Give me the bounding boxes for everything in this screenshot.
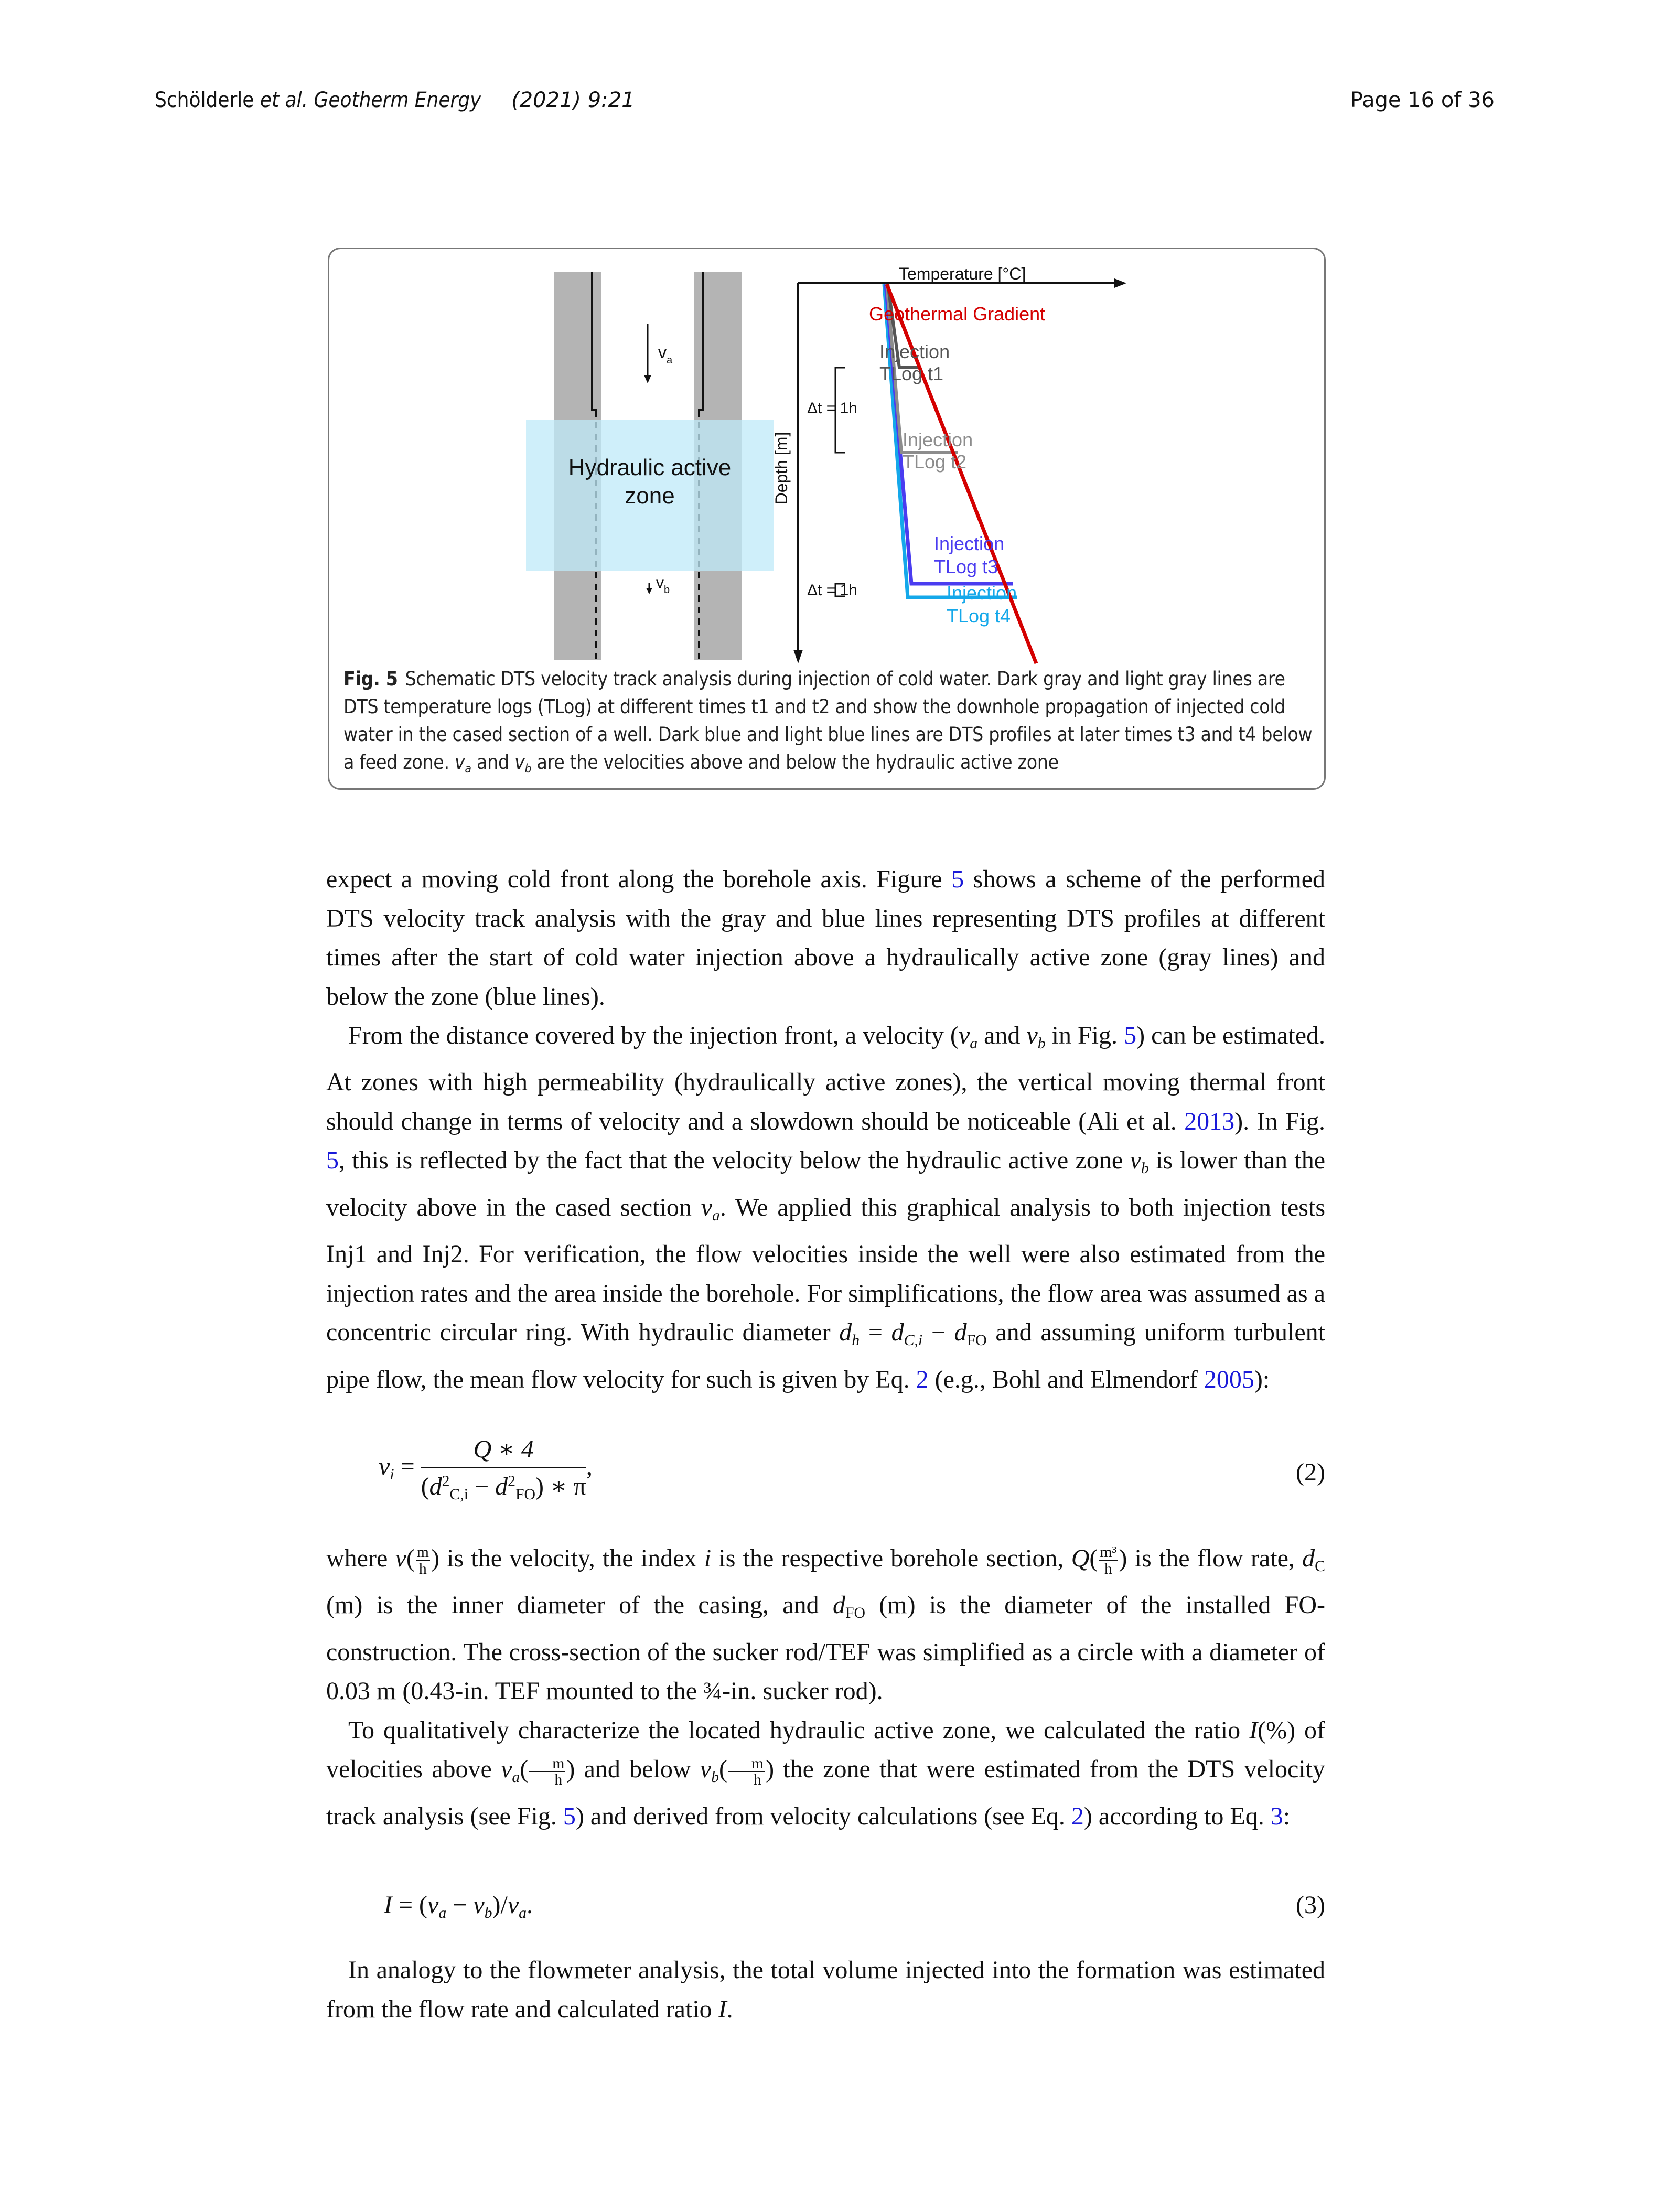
figure-5-link[interactable]: 5 (563, 1802, 576, 1830)
svg-text:vb: $v_b$ (656, 574, 670, 596)
figure-5-link[interactable]: 5 (951, 865, 964, 893)
equation-3: I = (va − vb)/va. (3) (384, 1891, 1325, 1921)
zone-label-line1: Hydraulic active (568, 455, 732, 480)
paragraph-4: To qualitatively characterize the located hydraulic active zone, we calculated the ratio I(%) of velocities above va( $\frac{m}{h}$ ) and below vb( $\frac{m}{h}$ ) the zone that were estimated from the DTS velocity track analysis (see Fig. 5) and derived from velocity calculations (see Eq. 2) according to Eq. 3: (326, 1716, 1326, 1830)
y-axis-arrow-icon (793, 650, 803, 663)
vb-label: v (656, 574, 664, 592)
caption-text: Schematic DTS velocity track analysis during injection of cold water. Dark gray and light gray lines are DTS temperature logs (TLog) at different times t1 and t2 and show the downhole propagation of injected cold water in the cased section of a well. Dark blue and light blue lines are DTS profiles at later times t3 and t4 below a feed zone. (343, 668, 1313, 774)
t3-label-line1: Injection (934, 533, 1005, 554)
figure-5-caption: Fig. 5 Schematic DTS velocity track analysis during injection of cold water. Dark gray and light gray lines are DTS temperature logs (TLog) at different times t1 and t2 and show the downhole propagation of injected cold water in the cased section of a well. Dark blue and light blue lines are DTS profiles at later times t3 and t4 below a feed zone. va and vb are the velocities above and below the hydraulic active zone (343, 668, 1313, 776)
running-header-authors (155, 88, 481, 112)
equation-2-link[interactable]: 2 (916, 1365, 929, 1393)
equation-2: vi = $\frac{Q ∗ 4}{(d^2_{C,i} - d^2_{FO}) ∗ \pi}$ , (2) (379, 1435, 1325, 1503)
t4-label-line2: TLog t4 (947, 605, 1011, 627)
dt-upper-label: Δt = 1h (807, 400, 857, 417)
header-citation: (2021) 9:21 (511, 88, 635, 112)
dt-lower-label: Δt = 1h (807, 582, 857, 599)
va-label: v (658, 343, 667, 362)
page-number: Page 16 of 36 (1350, 88, 1495, 112)
equation-2-number: (2) (1296, 1458, 1325, 1486)
figure-5-link[interactable]: 5 (1124, 1022, 1137, 1049)
paragraph-3: where v( $\frac{m}{h}$ ) is the velocity, the index i is the respective borehole section, Q( $\frac{\text{m³}}{h}$ ) is the flow rate, $d_C$ (m) is the inner diameter of the casing, and $d_{FO}$ (m) is the diameter of the installed FO-construction. The cross-section of the sucker rod/TEF was simplified as a circle with a diameter of 0.03 m (0.43-in. TEF mounted to the ¾-in. sucker rod). (326, 1543, 1326, 1705)
paragraph-2: From the distance covered by the injection front, a velocity (va and vb in Fig. 5) can be estimated. At zones with high permeability (hydraulically active zones), the vertical moving thermal front should change in terms of velocity and a slowdown should be noticeable (Ali et al. 2013). In Fig. 5, this is reflected by the fact that the velocity below the hydraulic active zone vb is lower than the velocity above in the cased section va. We applied this graphical analysis to both injection tests Inj1 and Inj2. For verification, the flow velocities inside the well were also estimated from the injection rates and the area inside the borehole. For simplifications, the flow area was assumed as a concentric circular ring. With hydraulic diameter dh = $dC,i - d_{FO}$ and assuming uniform turbulent pipe flow, the mean flow velocity for such is given by Eq. 2 (e.g., Bohl and Elmendorf 2005): (326, 1022, 1326, 1393)
equation-3-link[interactable]: 3 (1270, 1802, 1283, 1830)
paragraph-5: In analogy to the flowmeter analysis, the total volume injected into the formation was estimated from the flow rate and calculated ratio I. (326, 1956, 1325, 2023)
zone-label-line2: zone (625, 483, 675, 509)
geothermal-gradient-label: Geothermal Gradient (869, 303, 1046, 325)
t1-label-line1: Injection (879, 341, 950, 362)
figure-5-diagram (329, 249, 1327, 669)
t2-label-line2: TLog t2 (903, 451, 967, 473)
equation-3-number: (3) (1296, 1891, 1325, 1919)
paragraph-1: expect a moving cold front along the borehole axis. Figure 5 shows a scheme of the performed DTS velocity track analysis with the gray and blue lines representing DTS profiles at different times after the start of cold water injection above a hydraulically active zone (gray lines) and below the zone (blue lines). (326, 865, 1325, 1011)
t4-label-line1: Injection (947, 582, 1017, 604)
t1-label-line2: TLog t1 (879, 363, 944, 384)
header-journal: et al. Geotherm Energy (260, 88, 481, 112)
svg-text:va: $v_a$ (658, 343, 673, 366)
figure-label: Fig. 5 (343, 668, 398, 690)
body-text-block-2 (326, 1539, 1325, 1836)
body-text-block-1 (326, 860, 1325, 1399)
header-authors: Schölderle (155, 88, 254, 112)
citation-bohl-2005-link[interactable]: 2005 (1204, 1365, 1254, 1393)
citation-ali-2013-link[interactable]: 2013 (1184, 1107, 1235, 1135)
equation-2-link[interactable]: 2 (1071, 1802, 1084, 1830)
body-text-block-3 (326, 1951, 1325, 2029)
t3-label-line2: TLog t3 (934, 556, 998, 577)
x-axis-arrow-icon (1114, 278, 1126, 288)
y-axis-label: Depth [m] (772, 432, 791, 505)
t2-label-line1: Injection (903, 429, 973, 450)
figure-5-link[interactable]: 5 (326, 1146, 339, 1175)
x-axis-label: Temperature [°C] (899, 264, 1026, 283)
